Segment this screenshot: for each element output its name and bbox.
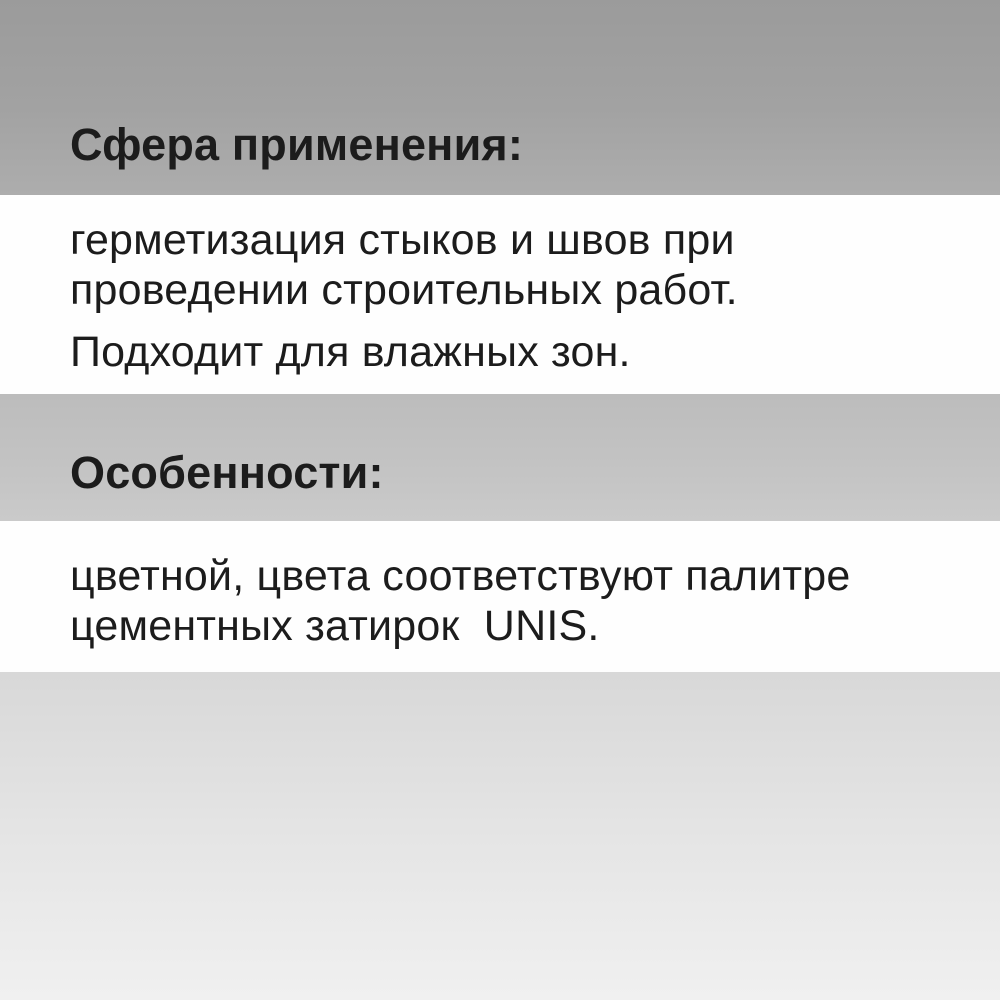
- application-paragraph-1: [70, 215, 960, 315]
- application-paragraph-1-line-1: герметизация стыков и швов при: [70, 216, 735, 264]
- features-paragraph: [70, 551, 960, 651]
- application-section-heading: Сфера применения:: [70, 119, 524, 170]
- features-body-band: [0, 521, 1000, 672]
- application-paragraph-2: [70, 327, 960, 377]
- features-heading-band: [0, 394, 1000, 521]
- features-paragraph-line-2: цементных затирок UNIS.: [70, 602, 600, 650]
- features-section-heading: Особенности:: [70, 447, 384, 498]
- bottom-spacer-band: [0, 672, 1000, 1000]
- application-heading-band: [0, 0, 1000, 195]
- application-body-band: [0, 195, 1000, 394]
- application-paragraph-2-line-1: Подходит для влажных зон.: [70, 328, 631, 376]
- application-paragraph-1-line-2: проведении строительных работ.: [70, 266, 738, 314]
- features-paragraph-line-1: цветной, цвета соответствуют палитре: [70, 552, 851, 600]
